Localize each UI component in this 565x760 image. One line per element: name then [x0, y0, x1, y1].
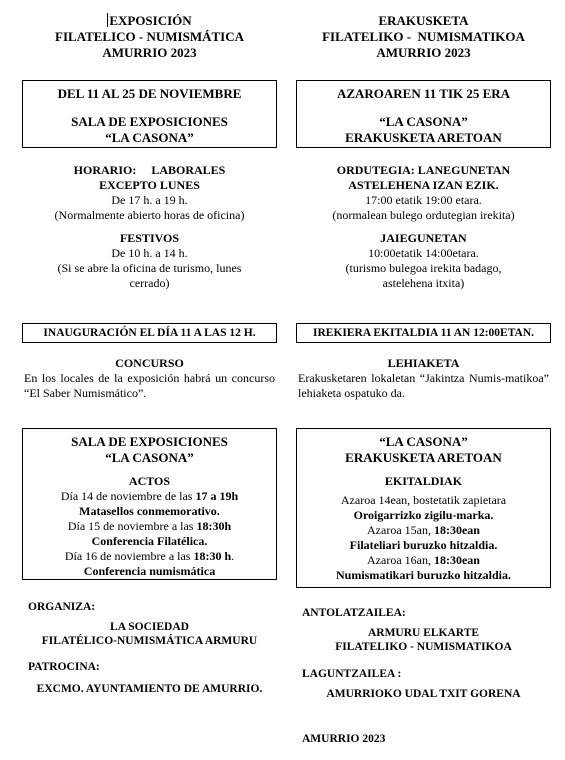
venue-line-1: “LA CASONA” — [379, 114, 468, 129]
schedule-note: (Normalmente abierto horas de oficina) — [54, 208, 245, 222]
inauguration-text: INAUGURACIÓN EL DÍA 11 A LAS 12 H. — [43, 327, 256, 339]
title-line-3: AMURRIO 2023 — [376, 45, 471, 60]
holiday-note-1: (turismo bulegoa irekita badago, — [345, 261, 502, 275]
title-line-2: FILATELIKO - NUMISMATIKOA — [322, 29, 525, 44]
organiza-line-2: FILATÉLICO-NUMISMÁTICA ARMURU — [41, 635, 258, 648]
venue-line-1: SALA DE EXPOSICIONES — [71, 114, 228, 129]
organiza-line-1: LA SOCIEDAD — [110, 621, 189, 633]
holiday-heading: JAIEGUNETAN — [380, 231, 467, 245]
holiday-hours: De 10 h. a 14 h. — [111, 246, 188, 260]
act-line-4: Filateliari buruzko hitzaldia. — [349, 538, 498, 552]
dates-line: DEL 11 AL 25 DE NOVIEMBRE — [57, 86, 242, 101]
patrocina-label: LAGUNTZAILEA : — [302, 668, 402, 680]
act-line-6: Numismatikari buruzko hitzaldia. — [335, 568, 512, 582]
holiday-note-2: cerrado) — [129, 276, 170, 290]
organiza-block — [296, 626, 551, 655]
contest-block — [22, 356, 277, 401]
contest-heading: LEHIAKETA — [387, 356, 460, 370]
acts-box — [22, 428, 277, 580]
schedule-hours: De 17 h. a 19 h. — [111, 193, 188, 207]
contest-heading: CONCURSO — [115, 356, 184, 370]
organiza-line-2: FILATELIKO - NUMISMATIKOA — [335, 641, 512, 654]
schedule-heading-1: ORDUTEGIA: LANEGUNETAN — [336, 163, 511, 177]
act-line-1: Día 14 de noviembre de las 17 a 19h — [60, 489, 239, 503]
acts-heading: ACTOS — [128, 474, 171, 488]
act-line-2: Matasellos conmemorativo. — [79, 504, 220, 518]
acts-heading: EKITALDIAK — [384, 474, 463, 488]
act-line-4: Conferencia Filatélica. — [91, 534, 208, 548]
act-line-6: Conferencia numismática — [83, 564, 216, 578]
schedule-note: (normalean bulego ordutegian irekita) — [332, 208, 515, 222]
schedule-heading-1: HORARIO: LABORALES — [73, 163, 226, 177]
holiday-note-2: astelehena itxita) — [382, 276, 465, 290]
organiza-label: ORGANIZA: — [28, 601, 96, 613]
act-line-5: Azaroa 16an, 18:30ean — [367, 553, 480, 567]
venue-line-2: “LA CASONA” — [105, 130, 194, 145]
act-line-3: Azaroa 15an, 18:30ean — [367, 523, 480, 537]
contest-text: En los locales de la exposición habrá un concurso “El Saber Numismático”. — [24, 371, 275, 400]
dates-line: AZAROAREN 11 TIK 25 ERA — [336, 86, 511, 101]
contest-text: Erakusketaren lokaletan “Jakintza Numis-matikoa” lehiaketa ospatuko da. — [298, 371, 549, 400]
acts-venue-1: SALA DE EXPOSICIONES — [71, 434, 228, 449]
dates-box — [22, 80, 277, 148]
organiza-label: ANTOLATZAILEA: — [302, 607, 406, 619]
schedule-heading-2: ASTELEHENA IZAN EZIK. — [348, 178, 499, 192]
title-block — [296, 13, 551, 61]
footer-text: AMURRIO 2023 — [302, 733, 386, 745]
contest-block — [296, 356, 551, 401]
act-line-5: Día 16 de noviembre a las 18:30 h. — [64, 549, 235, 563]
title-block — [22, 13, 277, 61]
inauguration-box — [22, 323, 277, 343]
dates-box — [296, 80, 551, 148]
act-line-2: Oroigarrizko zigilu-marka. — [353, 508, 494, 522]
acts-venue-2: “LA CASONA” — [105, 450, 194, 465]
title-line-1: ERAKUSKETA — [378, 13, 469, 28]
organiza-block — [22, 620, 277, 649]
venue-line-2: ERAKUSKETA ARETOAN — [345, 130, 502, 145]
schedule-heading-2: EXCEPTO LUNES — [99, 178, 200, 192]
title-line-1: EXPOSICIÓN — [109, 13, 192, 28]
patrocina-text: AMURRIOKO UDAL TXIT GORENA — [326, 688, 521, 700]
acts-box — [296, 428, 551, 588]
inauguration-text: IREKIERA EKITALDIA 11 AN 12:00ETAN. — [313, 327, 534, 339]
act-line-3: Día 15 de noviembre a las 18:30h — [67, 519, 232, 533]
patrocina-label: PATROCINA: — [28, 661, 100, 673]
acts-venue-2: ERAKUSKETA ARETOAN — [345, 450, 502, 465]
organiza-line-1: ARMURU ELKARTE — [367, 627, 480, 639]
patrocina-text: EXCMO. AYUNTAMIENTO DE AMURRIO. — [36, 683, 263, 695]
title-line-2: FILATELICO - NUMISMÁTICA — [55, 29, 244, 44]
schedule-block — [22, 163, 277, 291]
act-line-1: Azaroa 14ean, bostetatik zapietara — [340, 493, 507, 507]
title-line-3: AMURRIO 2023 — [102, 45, 197, 60]
holiday-note-1: (Si se abre la oficina de turismo, lunes — [57, 261, 242, 275]
schedule-hours: 17:00 etatik 19:00 etara. — [365, 193, 482, 207]
inauguration-box — [296, 323, 551, 343]
holiday-heading: FESTIVOS — [119, 231, 180, 245]
holiday-hours: 10:00etatik 14:00etara. — [368, 246, 479, 260]
schedule-block — [296, 163, 551, 291]
acts-venue-1: “LA CASONA” — [379, 434, 468, 449]
